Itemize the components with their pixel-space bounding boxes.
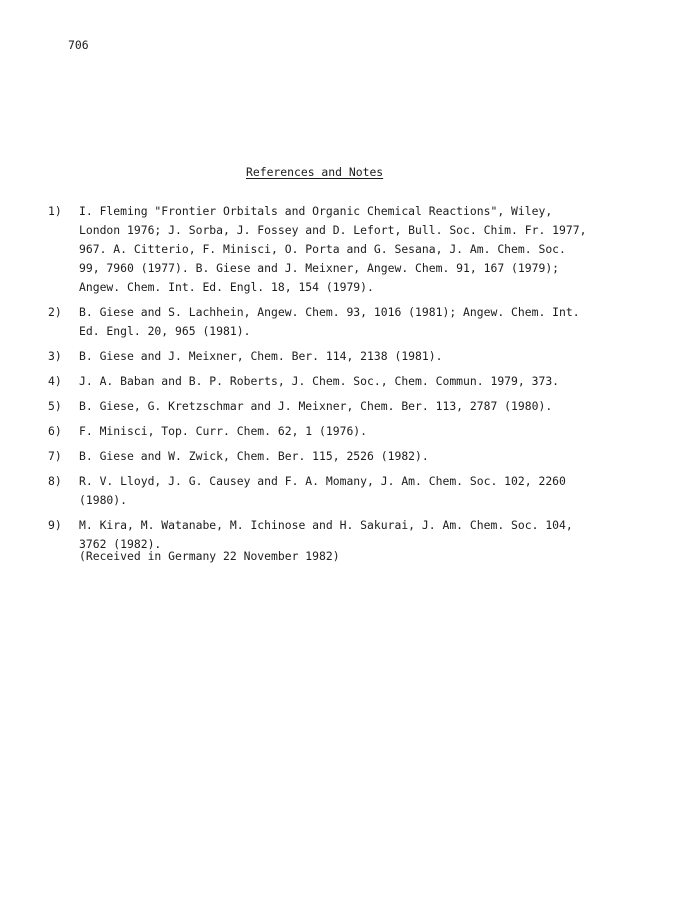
reference-number: 1) — [48, 204, 62, 218]
reference-line: F. Minisci, Top. Curr. Chem. 62, 1 (1976). — [79, 424, 368, 438]
references-list — [48, 202, 618, 560]
reference-item — [48, 372, 618, 391]
reference-number: 7) — [48, 449, 62, 463]
reference-line: 967. A. Citterio, F. Minisci, O. Porta and G. Sesana, J. Am. Chem. Soc. — [79, 242, 566, 256]
reference-line: 3762 (1982). — [79, 537, 162, 551]
reference-line: M. Kira, M. Watanabe, M. Ichinose and H. Sakurai, J. Am. Chem. Soc. 104, — [79, 518, 573, 532]
reference-item — [48, 347, 618, 366]
reference-line: B. Giese and J. Meixner, Chem. Ber. 114, 2138 (1981). — [79, 349, 443, 363]
reference-line: I. Fleming "Frontier Orbitals and Organic Chemical Reactions", Wiley, — [79, 204, 553, 218]
reference-number: 4) — [48, 374, 62, 388]
reference-number: 6) — [48, 424, 62, 438]
reference-item — [48, 202, 618, 297]
reference-line: B. Giese and W. Zwick, Chem. Ber. 115, 2526 (1982). — [79, 449, 429, 463]
reference-item — [48, 397, 618, 416]
received-date: (Received in Germany 22 November 1982) — [79, 549, 340, 563]
page-number: 706 — [68, 38, 89, 52]
reference-line: R. V. Lloyd, J. G. Causey and F. A. Momany, J. Am. Chem. Soc. 102, 2260 — [79, 474, 566, 488]
reference-number: 5) — [48, 399, 62, 413]
reference-line: B. Giese and S. Lachhein, Angew. Chem. 93, 1016 (1981); Angew. Chem. Int. — [79, 305, 580, 319]
reference-number: 3) — [48, 349, 62, 363]
reference-item — [48, 472, 618, 510]
reference-item — [48, 447, 618, 466]
reference-line: (1980). — [79, 493, 128, 507]
reference-item — [48, 303, 618, 341]
reference-line: B. Giese, G. Kretzschmar and J. Meixner, Chem. Ber. 113, 2787 (1980). — [79, 399, 553, 413]
reference-number: 8) — [48, 474, 62, 488]
reference-line: 99, 7960 (1977). B. Giese and J. Meixner, Angew. Chem. 91, 167 (1979); — [79, 261, 560, 275]
reference-line: J. A. Baban and B. P. Roberts, J. Chem. Soc., Chem. Commun. 1979, 373. — [79, 374, 560, 388]
references-heading: References and Notes — [246, 165, 384, 179]
reference-line: Angew. Chem. Int. Ed. Engl. 18, 154 (1979). — [79, 280, 374, 294]
reference-number: 9) — [48, 518, 62, 532]
reference-number: 2) — [48, 305, 62, 319]
reference-line: Ed. Engl. 20, 965 (1981). — [79, 324, 251, 338]
reference-item — [48, 422, 618, 441]
reference-line: London 1976; J. Sorba, J. Fossey and D. Lefort, Bull. Soc. Chim. Fr. 1977, — [79, 223, 587, 237]
